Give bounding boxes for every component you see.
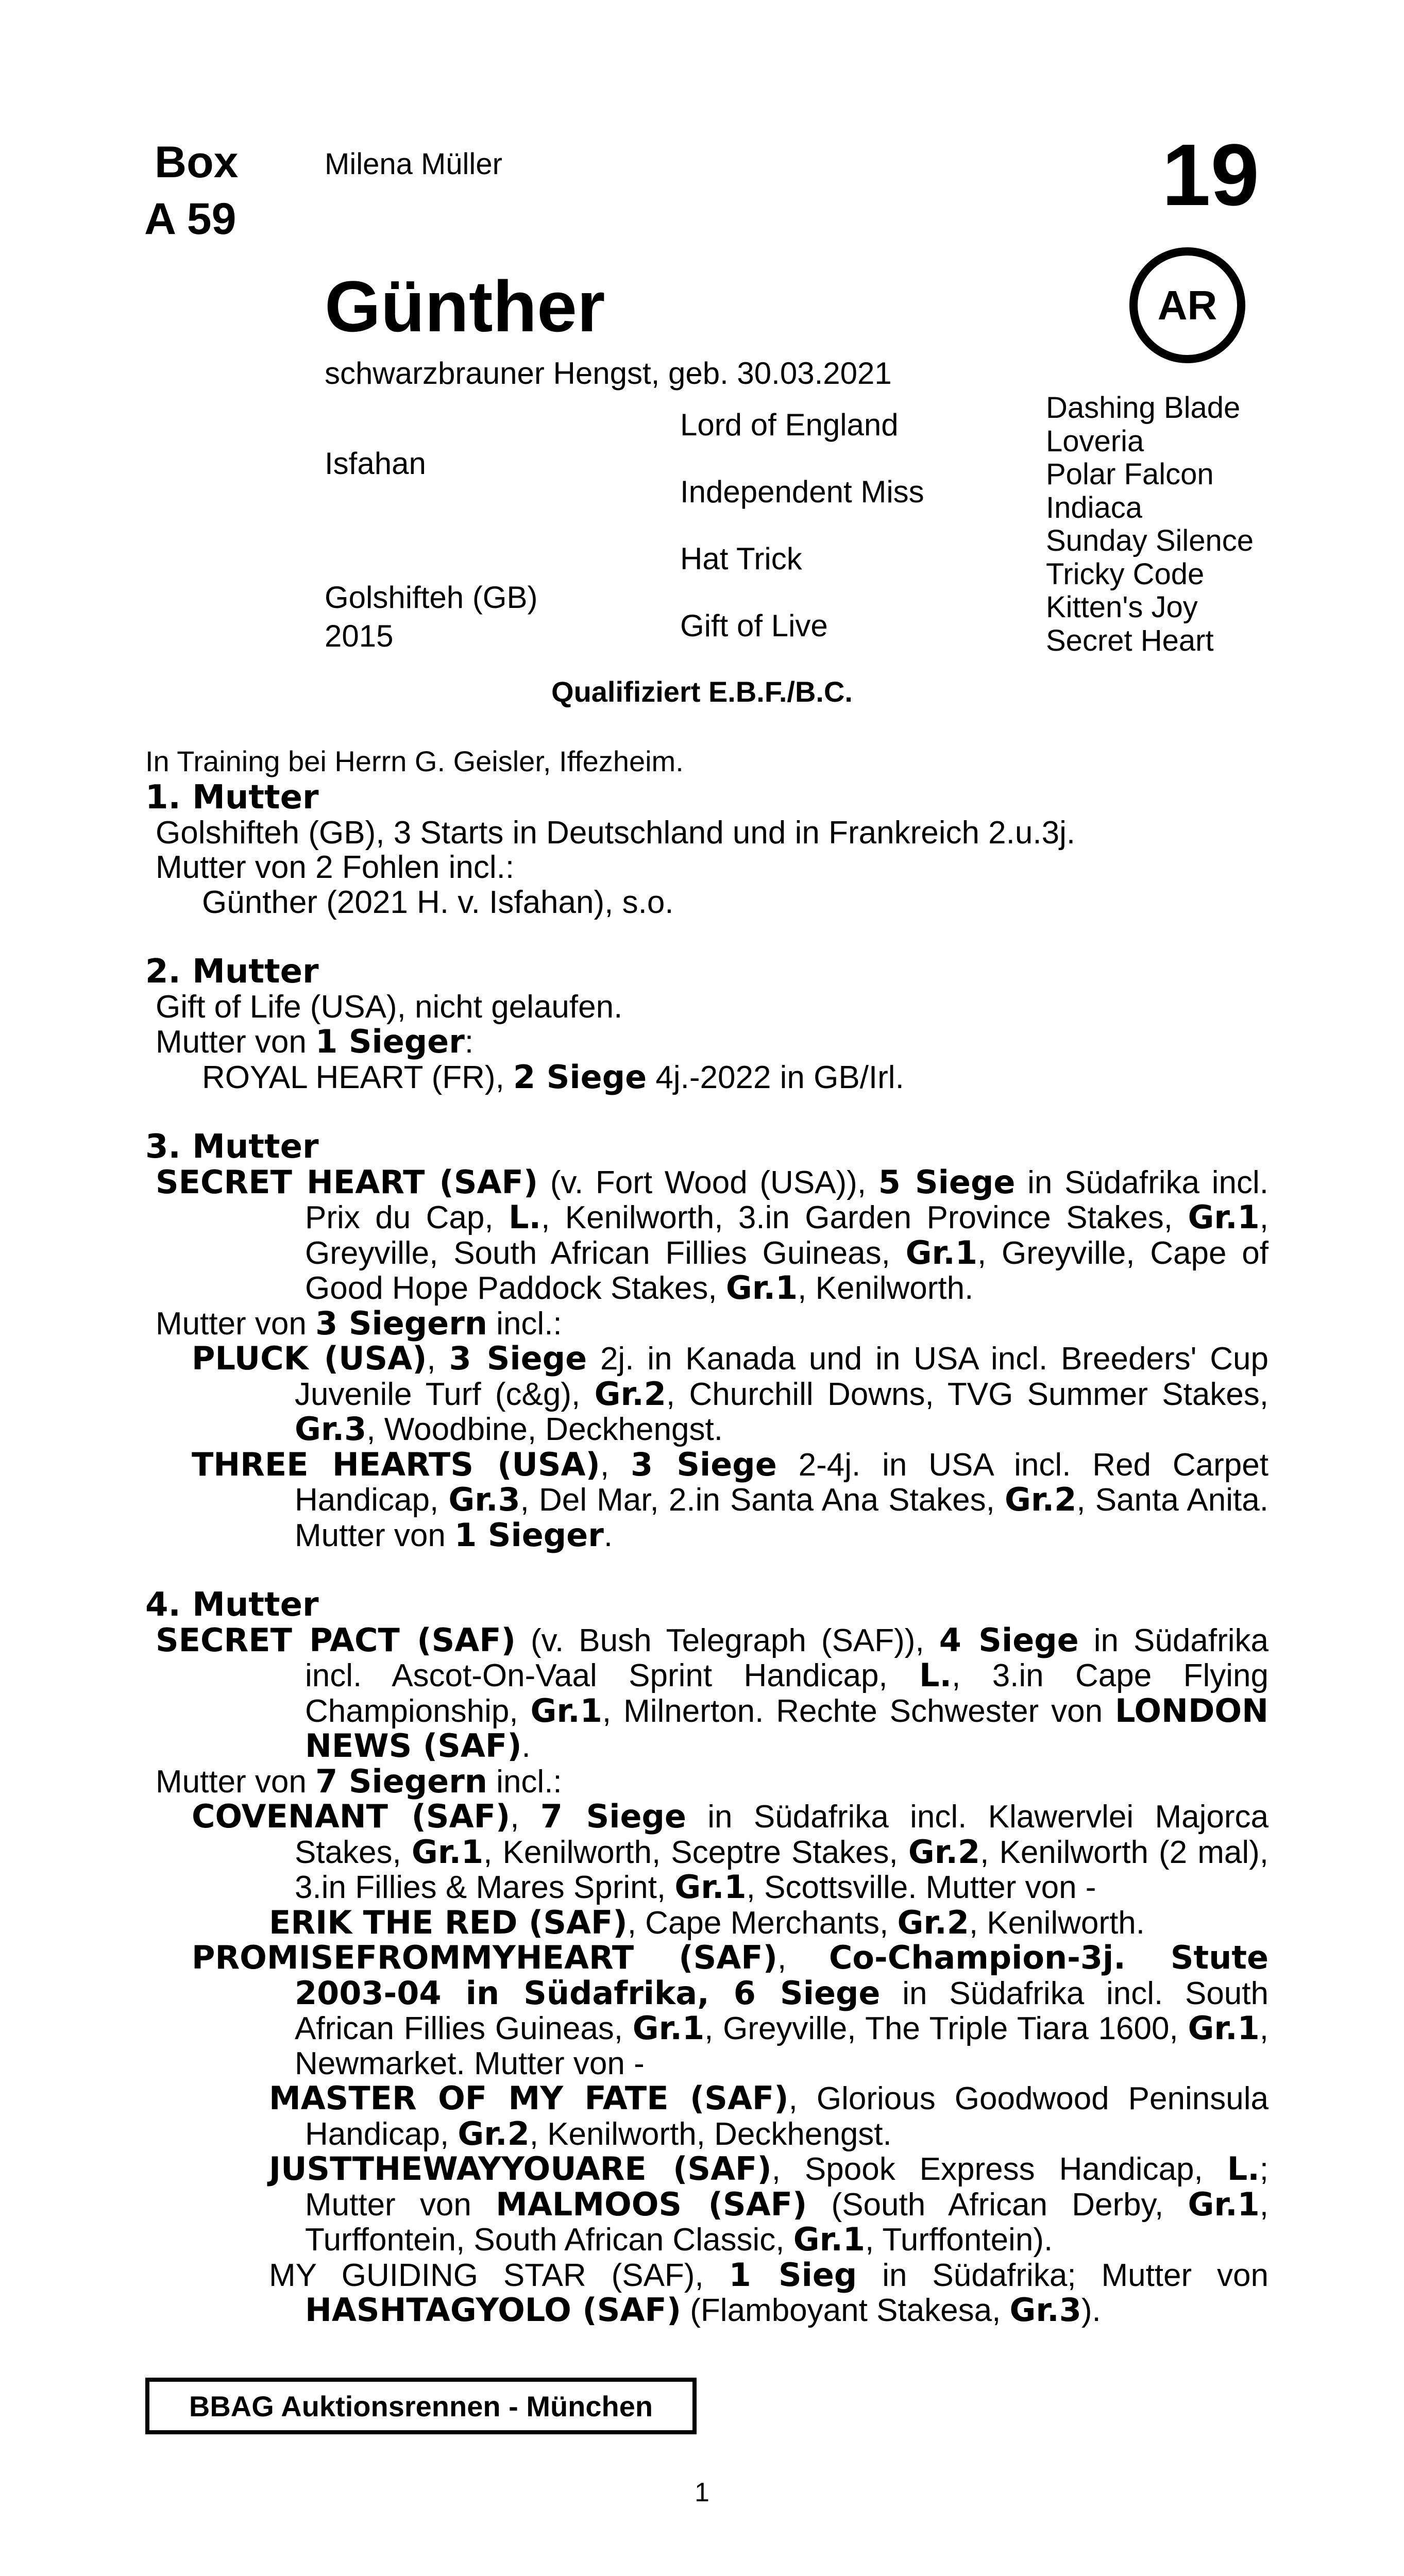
horse-description: schwarzbrauner Hengst, geb. 30.03.2021 xyxy=(325,356,892,391)
m2-mother-of: Mutter von 1 Sieger: xyxy=(156,1023,474,1060)
m3-paragraph: SECRET HEART (SAF) (v. Fort Wood (USA)), 5 Siege in Südafrika incl. Prix du Cap, L., Kenilworth, 3.in Garden Province Stakes, Gr.1, Greyville, South African Fillies Guineas, Gr.1, Greyville, Cape of Good Hope Paddock Stakes, Gr.1, Kenilworth. xyxy=(156,1163,1268,1307)
pedigree-gen3-7: Kitten's Joy xyxy=(1046,590,1198,624)
m2-child: ROYAL HEART (FR), 2 Siege 4j.-2022 in GB/Irl. xyxy=(202,1058,904,1096)
section-heading-1: 1. Mutter xyxy=(145,778,319,817)
pedigree-gen3-5: Sunday Silence xyxy=(1046,524,1254,557)
pedigree-gen3-4: Indiaca xyxy=(1046,490,1143,524)
pedigree-gen3 xyxy=(1046,392,1254,657)
pedigree-dam: Golshifteh (GB) xyxy=(325,580,538,615)
m4-child-1: COVENANT (SAF), 7 Siege in Südafrika incl. Klawervlei Majorca Stakes, Gr.1, Kenilworth, Sceptre Stakes, Gr.2, Kenilworth (2 mal), 3.in Fillies & Mares Sprint, Gr.1, Scottsville. Mutter von - xyxy=(192,1798,1268,1906)
section-heading-3: 3. Mutter xyxy=(145,1128,319,1166)
pedigree-gen3-2: Loveria xyxy=(1046,424,1144,458)
lot-number: 19 xyxy=(1162,126,1260,224)
m2-line1: Gift of Life (USA), nicht gelaufen. xyxy=(156,989,623,1025)
m4-grandchild-3: JUSTTHEWAYYOUARE (SAF), Spook Express Handicap, L.; Mutter von MALMOOS (SAF) (South African Derby, Gr.1, Turffontein, South African Classic, Gr.1, Turffontein). xyxy=(269,2150,1269,2258)
section-heading-2: 2. Mutter xyxy=(145,953,319,991)
m4-grandchild-2: MASTER OF MY FATE (SAF), Glorious Goodwood Peninsula Handicap, Gr.2, Kenilworth, Deckhengst. xyxy=(269,2079,1268,2153)
m4-grandchild-1: ERIK THE RED (SAF), Cape Merchants, Gr.2, Kenilworth. xyxy=(269,1903,1145,1941)
m3-child-2: THREE HEARTS (USA), 3 Siege 2-4j. in USA incl. Red Carpet Handicap, Gr.3, Del Mar, 2.in Santa Ana Stakes, Gr.2, Santa Anita. Mutter von 1 Sieger. xyxy=(192,1445,1268,1554)
m4-mother-of: Mutter von 7 Siegern incl.: xyxy=(156,1762,562,1800)
pedigree-dam-year: 2015 xyxy=(325,619,394,653)
pedigree-gen3-6: Tricky Code xyxy=(1046,557,1205,591)
m1-line1: Golshifteh (GB), 3 Starts in Deutschland und in Frankreich 2.u.3j. xyxy=(156,815,1076,851)
horse-name: Günther xyxy=(325,266,605,347)
race-box: BBAG Auktionsrennen - München xyxy=(145,2378,697,2434)
m3-mother-of: Mutter von 3 Siegern incl.: xyxy=(156,1304,562,1342)
m1-line2: Mutter von 2 Fohlen incl.: xyxy=(156,850,515,885)
page-number: 1 xyxy=(695,2478,709,2507)
m1-line3: Günther (2021 H. v. Isfahan), s.o. xyxy=(202,884,674,920)
box-number: A 59 xyxy=(144,194,236,244)
m3-child-1: PLUCK (USA), 3 Siege 2j. in Kanada und in USA incl. Breeders' Cup Juvenile Turf (c&g), Gr.2, Churchill Downs, TVG Summer Stakes, Gr.3, Woodbine, Deckhengst. xyxy=(192,1340,1269,1448)
pedigree-gen2-2: Independent Miss xyxy=(680,474,924,509)
m4-paragraph: SECRET PACT (SAF) (v. Bush Telegraph (SAF)), 4 Siege in Südafrika incl. Ascot-On-Vaal Sprint Handicap, L., 3.in Cape Flying Championship, Gr.1, Milnerton. Rechte Schwester von LONDON NEWS (SAF). xyxy=(156,1621,1269,1765)
pedigree-gen2-4: Gift of Live xyxy=(680,608,828,643)
pedigree-gen3-1: Dashing Blade xyxy=(1046,391,1241,425)
m4-child-2: PROMISEFROMMYHEART (SAF), Co-Champion-3j. Stute 2003-04 in Südafrika, 6 Siege in Südafrika incl. South African Fillies Guineas, Gr.1, Greyville, The Triple Tiara 1600, Gr.1, Newmarket. Mutter von - xyxy=(192,1939,1269,2081)
pedigree-gen3-8: Secret Heart xyxy=(1046,623,1214,657)
seller-name: Milena Müller xyxy=(325,147,502,181)
pedigree-gen2-3: Hat Trick xyxy=(680,541,802,576)
pedigree-gen3-3: Polar Falcon xyxy=(1046,457,1214,491)
pedigree-gen2-1: Lord of England xyxy=(680,408,899,442)
box-label: Box xyxy=(155,138,239,187)
ar-badge: AR xyxy=(1129,247,1245,363)
m4-grandchild-4: MY GUIDING STAR (SAF), 1 Sieg in Südafrika; Mutter von HASHTAGYOLO (SAF) (Flamboyant Stakesa, Gr.3). xyxy=(269,2256,1269,2329)
pedigree-sire: Isfahan xyxy=(325,446,426,481)
qualification: Qualifiziert E.B.F./B.C. xyxy=(551,675,853,708)
pedigree-notes xyxy=(145,778,1269,2329)
training-note: In Training bei Herrn G. Geisler, Iffezheim. xyxy=(145,745,684,777)
section-heading-4: 4. Mutter xyxy=(145,1586,319,1624)
